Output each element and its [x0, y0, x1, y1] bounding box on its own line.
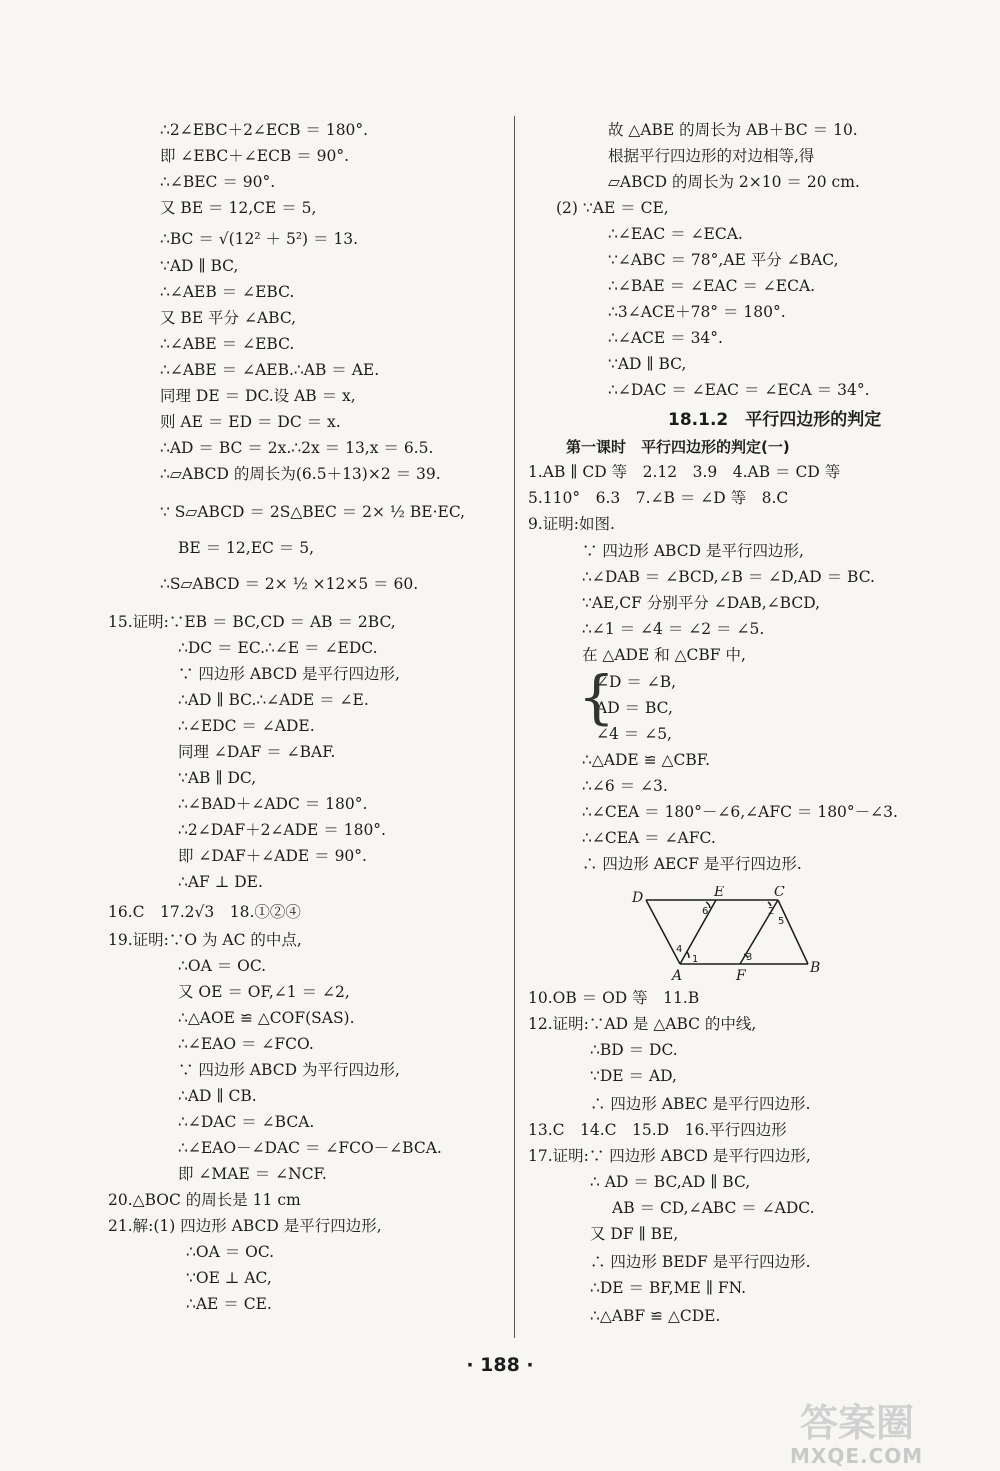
answer-line: ∴∠BEC ＝ 90°. [160, 173, 276, 191]
answer-line: 5.110° 6.3 7.∠B ＝ ∠D 等 8.C [528, 489, 789, 507]
watermark-logo [800, 1398, 980, 1446]
answer-line: ∵DE ＝ AD, [590, 1067, 677, 1085]
answer-line: ∠4 ＝ ∠5, [596, 725, 672, 743]
angle-4: 4 [676, 944, 683, 955]
section-subheading: 第一课时 平行四边形的判定(一) [566, 438, 790, 456]
watermark-url: MXQE.COM [790, 1444, 924, 1468]
answer-line: 17.证明:∵ 四边形 ABCD 是平行四边形, [528, 1147, 811, 1165]
answer-line: ∴∠DAC ＝ ∠EAC ＝ ∠ECA ＝ 34°. [608, 381, 870, 399]
watermark-text: 答案圈 [800, 1401, 915, 1445]
system-brace: { [578, 663, 615, 731]
answer-line: 12.证明:∵AD 是 △ABC 的中线, [528, 1015, 757, 1033]
answer-line: ∴∠EAC ＝ ∠ECA. [608, 225, 743, 243]
angle-3: 3 [746, 952, 753, 963]
answer-line: ∴∠ABE ＝ ∠AEB.∴AB ＝ AE. [160, 361, 380, 379]
label-a: A [672, 968, 683, 984]
answer-line: ∴BD ＝ DC. [590, 1041, 678, 1059]
answer-line: 即 ∠DAF＋∠ADE ＝ 90°. [178, 847, 367, 865]
answer-line: 16.C 17.2√3 18.①②④ [108, 903, 301, 921]
label-e: E [714, 886, 725, 900]
answer-line: ∴∠BAD＋∠ADC ＝ 180°. [178, 795, 368, 813]
answer-line: ∴OA ＝ OC. [186, 1243, 275, 1261]
answer-line: ∵AE,CF 分别平分 ∠DAB,∠BCD, [582, 594, 821, 612]
answer-line: ∴∠DAB ＝ ∠BCD,∠B ＝ ∠D,AD ＝ BC. [582, 568, 875, 586]
edge-cb [778, 900, 808, 964]
answer-line: BE ＝ 12,EC ＝ 5, [178, 539, 315, 557]
answer-line: ∵AB ∥ DC, [178, 769, 257, 787]
answer-line: ∴∠CEA ＝ ∠AFC. [582, 829, 716, 847]
answer-line: ∵ 四边形 ABCD 是平行四边形, [178, 665, 400, 683]
answer-line: ∴∠CEA ＝ 180°－∠6,∠AFC ＝ 180°－∠3. [582, 803, 898, 821]
edge-da [646, 900, 683, 964]
answer-line: ∴∠1 ＝ ∠4 ＝ ∠2 ＝ ∠5. [582, 620, 765, 638]
section-heading: 18.1.2 平行四边形的判定 [668, 410, 882, 430]
answer-line: 根据平行四边形的对边相等,得 [608, 147, 815, 165]
answer-line: ∵∠ABC ＝ 78°,AE 平分 ∠BAC, [608, 251, 839, 269]
answer-line: ∵ 四边形 ABCD 为平行四边形, [178, 1061, 400, 1079]
answer-line: AD ＝ BC, [596, 699, 673, 717]
page-number: · 188 · [466, 1354, 534, 1376]
answer-line: 则 AE ＝ ED ＝ DC ＝ x. [160, 413, 341, 431]
answer-line: ∵OE ⊥ AC, [186, 1269, 272, 1287]
answer-line: ∴AD ∥ BC.∴∠ADE ＝ ∠E. [178, 691, 369, 709]
answer-line: ∴2∠EBC＋2∠ECB ＝ 180°. [160, 121, 369, 139]
answer-line: (2) ∵AE ＝ CE, [556, 199, 669, 217]
answer-line: ∴∠ACE ＝ 34°. [608, 329, 723, 347]
answer-line: 故 △ABE 的周长为 AB＋BC ＝ 10. [608, 121, 858, 139]
answer-line: ∴∠BAE ＝ ∠EAC ＝ ∠ECA. [608, 277, 816, 295]
answer-line: ∴AF ⊥ DE. [178, 873, 263, 891]
answer-line: ∴S▱ABCD ＝ 2× ½ ×12×5 ＝ 60. [160, 575, 419, 593]
answer-line: ∴ 四边形 AECF 是平行四边形. [582, 855, 802, 873]
answer-line: ∵AD ∥ BC, [608, 355, 687, 373]
answer-line: ∴2∠DAF＋2∠ADE ＝ 180°. [178, 821, 386, 839]
answer-line: 1.AB ∥ CD 等 2.12 3.9 4.AB ＝ CD 等 [528, 463, 841, 481]
answer-line: ∴∠EAO ＝ ∠FCO. [178, 1035, 314, 1053]
answer-line: ∴3∠ACE＋78° ＝ 180°. [608, 303, 786, 321]
angle-5: 5 [778, 916, 785, 927]
answer-line: ∴ 四边形 BEDF 是平行四边形. [590, 1253, 811, 1271]
answer-line: ∴△ABF ≌ △CDE. [590, 1307, 721, 1325]
answer-line: ∴∠6 ＝ ∠3. [582, 777, 668, 795]
answer-line: ∴ 四边形 ABEC 是平行四边形. [590, 1095, 811, 1113]
answer-line: 13.C 14.C 15.D 16.平行四边形 [528, 1121, 787, 1139]
answer-line: 19.证明:∵O 为 AC 的中点, [108, 931, 302, 949]
answer-line: ∴∠EAO－∠DAC ＝ ∠FCO－∠BCA. [178, 1139, 442, 1157]
answer-line: ∴△AOE ≌ △COF(SAS). [178, 1009, 355, 1027]
answer-line: ∴AE ＝ CE. [186, 1295, 272, 1313]
answer-line: 15.证明:∵EB ＝ BC,CD ＝ AB ＝ 2BC, [108, 613, 396, 631]
answer-line: ∴AD ＝ BC ＝ 2x.∴2x ＝ 13,x ＝ 6.5. [160, 439, 434, 457]
answer-line: ∠D ＝ ∠B, [596, 673, 677, 691]
answer-line: ∴∠ABE ＝ ∠EBC. [160, 335, 295, 353]
answer-line: ∴△ADE ≌ △CBF. [582, 751, 710, 769]
answer-line: ∴ AD ＝ BC,AD ∥ BC, [590, 1173, 751, 1191]
answer-line: 9.证明:如图. [528, 515, 615, 533]
label-c: C [774, 886, 785, 900]
angle-2: 2 [768, 906, 775, 917]
answer-line: ∴∠AEB ＝ ∠EBC. [160, 283, 295, 301]
answer-line: ∴DC ＝ EC.∴∠E ＝ ∠EDC. [178, 639, 378, 657]
answer-line: 即 ∠MAE ＝ ∠NCF. [178, 1165, 327, 1183]
answer-line: 在 △ADE 和 △CBF 中, [582, 646, 746, 664]
label-b: B [810, 960, 821, 976]
answer-line: 又 DF ∥ BE, [590, 1225, 679, 1243]
answer-line: ∵AD ∥ BC, [160, 257, 239, 275]
answer-line: 同理 DE ＝ DC.设 AB ＝ x, [160, 387, 356, 405]
answer-line: 又 BE ＝ 12,CE ＝ 5, [160, 199, 317, 217]
answer-line: 又 OE ＝ OF,∠1 ＝ ∠2, [178, 983, 350, 1001]
answer-line: ∴OA ＝ OC. [178, 957, 267, 975]
label-d: D [632, 890, 644, 906]
column-divider [514, 116, 515, 1338]
answer-line: 20.△BOC 的周长是 11 cm [108, 1191, 301, 1209]
answer-line: ∴▱ABCD 的周长为(6.5＋13)×2 ＝ 39. [160, 465, 441, 483]
angle-6: 6 [702, 906, 709, 917]
angle-1: 1 [692, 954, 699, 965]
answer-line: 同理 ∠DAF ＝ ∠BAF. [178, 743, 336, 761]
answer-line: 10.OB ＝ OD 等 11.B [528, 989, 700, 1007]
angle-arc [687, 952, 689, 958]
answer-line: ∴DE ＝ BF,ME ∥ FN. [590, 1279, 747, 1297]
answer-line: ∵ 四边形 ABCD 是平行四边形, [582, 542, 804, 560]
answer-line: AB ＝ CD,∠ABC ＝ ∠ADC. [612, 1199, 815, 1217]
answer-line: ∴∠DAC ＝ ∠BCA. [178, 1113, 315, 1131]
answer-line: ∵ S▱ABCD ＝ 2S△BEC ＝ 2× ½ BE·EC, [160, 503, 466, 521]
answer-line: ▱ABCD 的周长为 2×10 ＝ 20 cm. [608, 173, 860, 191]
parallelogram-figure [628, 886, 828, 986]
answer-line: 即 ∠EBC＋∠ECB ＝ 90°. [160, 147, 350, 165]
answer-line: ∴AD ∥ CB. [178, 1087, 257, 1105]
label-f: F [736, 968, 746, 984]
answer-line: ∴BC ＝ √(12² ＋ 5²) ＝ 13. [160, 230, 359, 248]
answer-line: 又 BE 平分 ∠ABC, [160, 309, 297, 327]
answer-line: 21.解:(1) 四边形 ABCD 是平行四边形, [108, 1217, 382, 1235]
answer-line: ∴∠EDC ＝ ∠ADE. [178, 717, 315, 735]
